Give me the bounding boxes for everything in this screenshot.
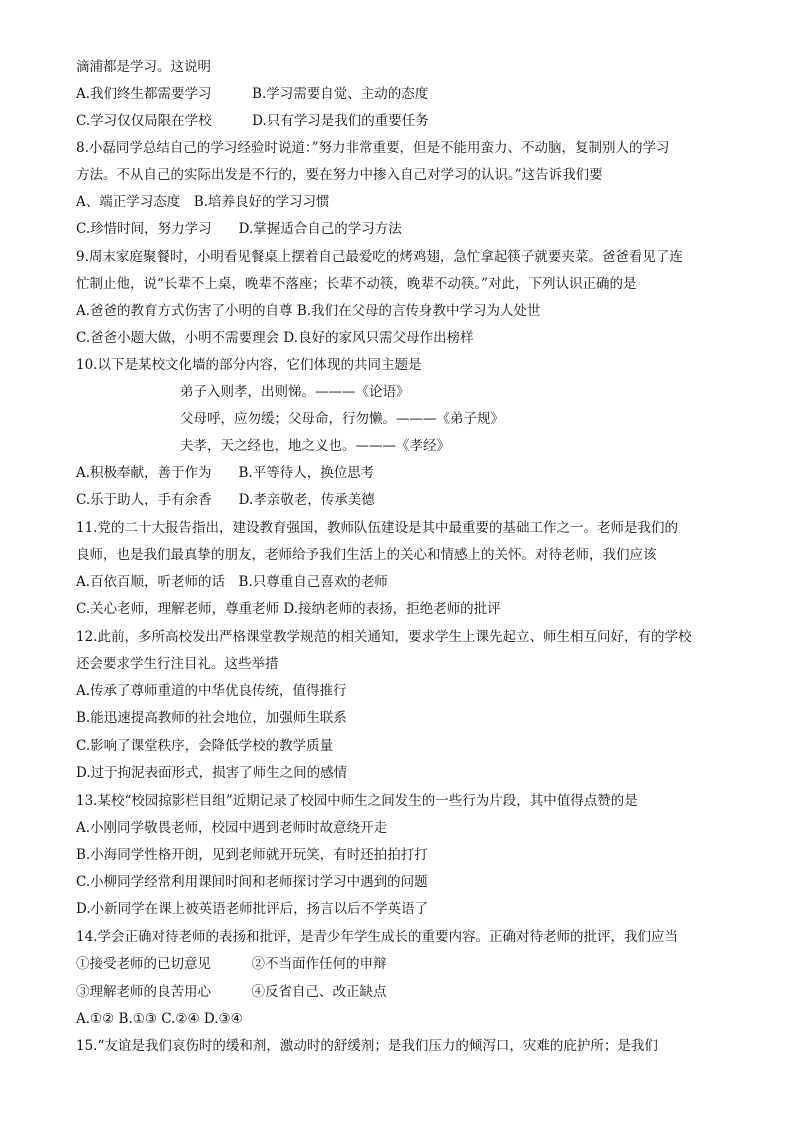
option-line: D.小新同学在课上被英语老师批评后，扬言以后不学英语了 (76, 901, 429, 917)
text-line: 良师，也是我们最真挚的朋友，老师给予我们生活上的关心和情感上的关怀。对待老师，我们应该 (76, 547, 657, 563)
option-line: A.小刚同学敬畏老师，校园中遇到老师时故意绕开走 (76, 820, 388, 836)
option-line: B.能迅速提高教师的社会地位，加强师生联系 (76, 710, 347, 726)
option-line: C.关心老师，理解老师，尊重老师 D.接纳老师的表扬，拒绝老师的批评 (76, 601, 501, 617)
option-line: C.影响了课堂秩序，会降低学校的教学质量 (76, 738, 334, 754)
option-line: A.百依百顺，听老师的话 B.只尊重自己喜欢的老师 (76, 574, 388, 590)
question-12: 12.此前，多所高校发出严格课堂教学规范的相关通知，要求学生上课先起立、师生相互问好，有的学校 (76, 629, 692, 645)
text-line: 方法。不从自己的实际出发是不行的，要在努力中掺入自己对学习的认识。”这告诉我们要 (76, 167, 603, 183)
option-line: C.珍惜时间，努力学习 D.掌握适合自己的学习方法 (76, 221, 402, 237)
choice-line: ①接受老师的已切意见 ②不当面作任何的申辩 (76, 956, 387, 972)
option-line: A.传承了尊师重道的中华优良传统，值得推行 (76, 683, 347, 699)
option-line: A.①② B.①③ C.②④ D.③④ (76, 1011, 243, 1027)
option-line: C.爸爸小题大做，小明不需要理会 D.良好的家风只需父母作出榜样 (76, 330, 474, 346)
question-14: 14.学会正确对待老师的表扬和批评，是青少年学生成长的重要内容。正确对待老师的批评，我们应当 (76, 929, 678, 945)
text-line: 滴浦都是学习。这说明 (76, 59, 211, 75)
option-line: A.爸爸的教育方式伤害了小明的自尊 B.我们在父母的言传身教中学习为人处世 (76, 303, 541, 319)
option-line: A、端正学习态度 B.培养良好的学习习惯 (76, 194, 330, 210)
option-line: C.学习仅仅局限在学校 D.只有学习是我们的重要任务 (76, 113, 429, 129)
option-line: A.我们终生都需要学习 B.学习需要自觉、主动的态度 (76, 86, 429, 102)
question-9: 9.周末家庭聚餐时，小明看见餐桌上摆着自己最爱吃的烤鸡翅，急忙拿起筷子就要夹菜。爸爸看见了连 (76, 249, 683, 265)
option-line: D.过于拘泥表面形式，损害了师生之间的感情 (76, 765, 348, 781)
choice-line: ③理解老师的良苦用心 ④反省自己、改正缺点 (76, 984, 387, 1000)
question-13: 13.某校“校园掠影栏目组”近期记录了校园中师生之间发生的一些行为片段，其中值得点赞的是 (76, 793, 638, 809)
option-line: A.积极奉献，善于作为 B.平等待人，换位思考 (76, 465, 375, 481)
question-15: 15.“友谊是我们哀伤时的缓和剂，激动时的舒缓剂；是我们压力的倾泻口，灾难的庇护所；是我们 (76, 1038, 658, 1054)
quote-line: 夫孝，天之经也，地之义也。———《孝经》 (180, 438, 450, 454)
text-line: 还会要求学生行注目礼。这些举措 (76, 656, 279, 672)
question-8: 8.小磊同学总结自己的学习经验时说道：”努力非常重要，但是不能用蛮力、不动脑，复制别人的学习 (76, 140, 670, 156)
question-11: 11.党的二十大报告指出，建设教育强国，教师队伍建设是其中最重要的基础工作之一。老师是我们的 (76, 520, 678, 536)
option-line: B.小海同学性格开朗，见到老师就开玩笑，有时还拍拍打打 (76, 847, 428, 863)
option-line: C.小柳同学经常利用课间时间和老师探讨学习中遇到的问题 (76, 874, 428, 890)
text-line: 忙制止他，说“长辈不上桌，晚辈不落座；长辈不动筷，晚辈不动筷。”对此，下列认识正确的是 (76, 276, 637, 292)
question-10: 10.以下是某校文化墙的部分内容，它们体现的共同主题是 (76, 357, 422, 373)
quote-line: 弟子入则孝，出则悌。———《论语》 (180, 384, 410, 400)
quote-line: 父母呼，应勿缓；父母命，行勿懒。———《弟子规》 (180, 411, 504, 427)
option-line: C.乐于助人，手有余香 D.孝亲敬老，传承美德 (76, 492, 375, 508)
